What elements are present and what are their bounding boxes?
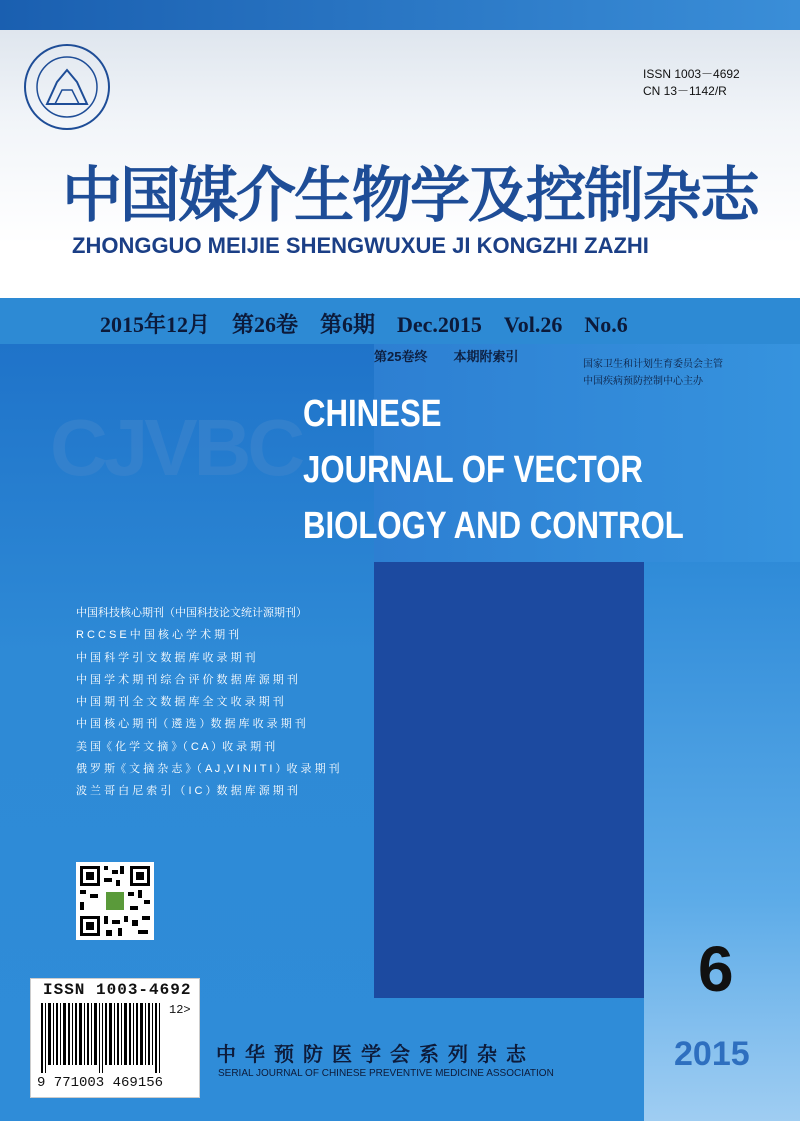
index-item: 波 兰 哥 白 尼 索 引 （ I C ）数 据 库 源 期 刊 <box>76 785 298 798</box>
sponsor-list <box>583 356 723 390</box>
issn-cn-block <box>643 66 740 100</box>
issue-year: 2015 <box>674 1035 750 1073</box>
index-item: 中 国 科 学 引 文 数 据 库 收 录 期 刊 <box>76 651 256 664</box>
cjvbc-watermark: CJVBC <box>50 403 302 492</box>
sponsor-item: 国家卫生和计划生育委员会主管 <box>583 359 723 370</box>
index-item: 中 国 核 心 期 刊（ 遴 选 ）数 据 库 收 录 期 刊 <box>76 718 306 731</box>
journal-title-pinyin: ZHONGGUO MEIJIE SHENGWUXUE JI KONGZHI ZAZHI <box>72 233 649 258</box>
issue-info: 2015年12月 第26卷 第6期 Dec.2015 Vol.26 No.6 <box>100 312 628 337</box>
index-note: 第25卷终 本期附索引 <box>374 349 519 364</box>
index-item: R C C S E 中 国 核 心 学 术 期 刊 <box>76 629 240 642</box>
index-item: 美 国《 化 学 文 摘 》（ C A ）收 录 期 刊 <box>76 740 276 753</box>
dark-blue-block <box>374 562 644 998</box>
barcode-addon: 12> <box>169 1003 191 1017</box>
issn-text: ISSN 1003－4692 <box>643 67 740 81</box>
index-item: 中 国 期 刊 全 文 数 据 库 全 文 收 录 期 刊 <box>76 696 284 709</box>
sponsor-item: 中国疾病预防控制中心主办 <box>583 376 703 387</box>
issue-number: 6 <box>698 933 734 1005</box>
journal-title-chinese: 中国媒介生物学及控制杂志 <box>62 161 758 231</box>
qr-code <box>76 862 154 940</box>
barcode-issn: ISSN 1003-4692 <box>43 981 192 999</box>
index-item: 中国科技核心期刊（中国科技论文统计源期刊） <box>76 607 307 619</box>
top-color-strip <box>0 0 800 30</box>
title-en-line: CHINESE <box>303 393 442 435</box>
barcode-box <box>30 978 200 1098</box>
series-name-english: SERIAL JOURNAL OF CHINESE PREVENTIVE MEDICINE ASSOCIATION <box>218 1068 554 1079</box>
index-item: 中 国 学 术 期 刊 综 合 评 价 数 据 库 源 期 刊 <box>76 673 298 686</box>
title-en-line: BIOLOGY AND CONTROL <box>303 505 684 547</box>
journal-title-english <box>303 386 684 554</box>
title-en-line: JOURNAL OF VECTOR <box>303 449 643 491</box>
indexing-list <box>76 602 340 803</box>
barcode-number: 9 771003 469156 <box>37 1075 164 1091</box>
association-logo <box>22 42 112 132</box>
index-item: 俄 罗 斯《 文 摘 杂 志 》（ A J ,V I N I T I ）收 录 期 刊 <box>76 763 340 776</box>
cn-text: CN 13－1142/R <box>643 84 727 98</box>
barcode-bars <box>41 1003 165 1073</box>
series-name-chinese: 中华预防医学会系列杂志 <box>216 1044 535 1066</box>
